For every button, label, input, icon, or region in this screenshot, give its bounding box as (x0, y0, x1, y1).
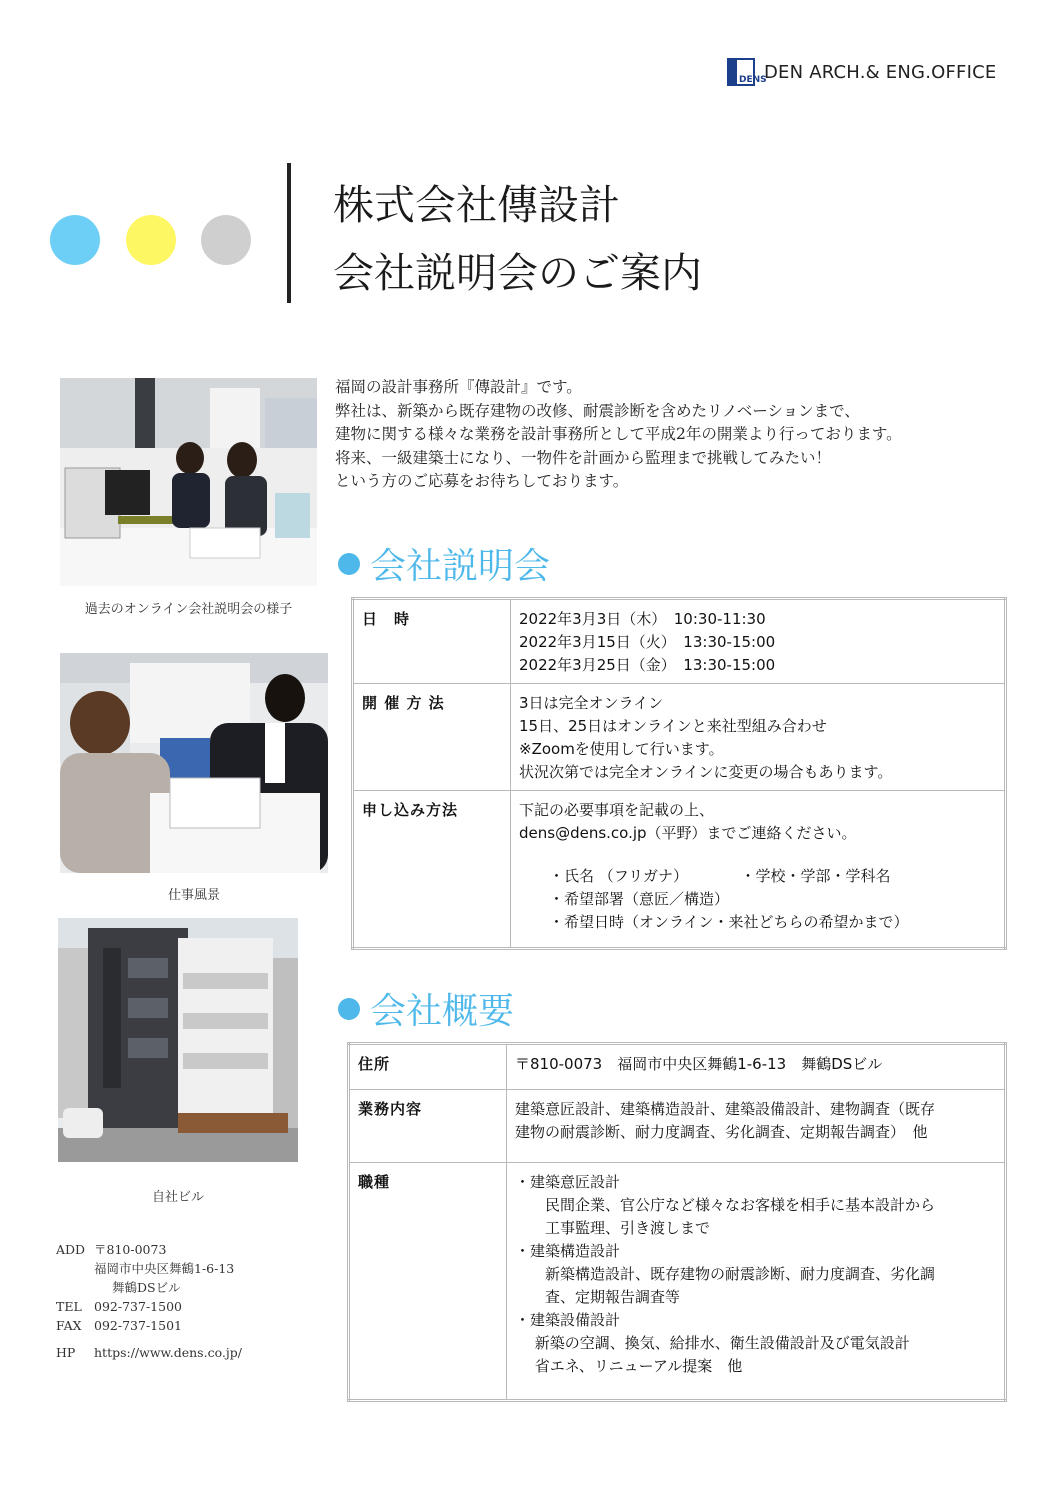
blue-dot (50, 215, 100, 265)
page-title-line1: 株式会社傳設計 (333, 181, 620, 229)
table-row (353, 791, 1006, 949)
value-line: ・建築構造設計 (515, 1242, 621, 1260)
table-row (349, 1044, 1006, 1090)
row-label: 住所 (349, 1044, 507, 1090)
table-row (353, 599, 1006, 684)
photo-online-session (60, 378, 317, 586)
value-line: 2022年3月3日（木） 10:30-11:30 (519, 610, 766, 628)
value-line: 建物の耐震診断、耐力度調査、劣化調査、定期報告調査） 他 (515, 1123, 928, 1141)
value-line: 下記の必要事項を記載の上、 (519, 801, 715, 819)
section-bullet-icon (338, 553, 360, 575)
section-heading-text: 会社説明会 (370, 546, 551, 587)
value-line: 3日は完全オンライン (519, 694, 664, 712)
value-line: 2022年3月15日（火） 13:30-15:00 (519, 633, 776, 651)
page-title-line2: 会社説明会のご案内 (333, 249, 702, 297)
title-divider (287, 163, 291, 303)
fax-value: 092-737-1501 (94, 1318, 182, 1333)
tel-value: 092-737-1500 (94, 1299, 182, 1314)
value-line: ※Zoomを使用して行います。 (519, 740, 724, 758)
value-line: ・建築意匠設計 (515, 1173, 621, 1191)
caption-online-session: 過去のオンライン会社説明会の様子 (84, 602, 293, 617)
value-line: ・希望日時（オンライン・来社どちらの希望かまで） (519, 913, 909, 931)
row-value (511, 599, 1006, 684)
row-value (511, 791, 1006, 949)
logo-mark (727, 58, 767, 86)
value-line: 〒810-0073 福岡市中央区舞鶴1-6-13 舞鶴DSビル (515, 1055, 883, 1073)
svg-text:DENS: DENS (739, 75, 767, 85)
yellow-dot (126, 215, 176, 265)
address-postcode: 〒810-0073 (94, 1242, 167, 1257)
photo-work-scene (60, 653, 328, 873)
tel-label: TEL (56, 1299, 82, 1314)
intro-line: 将来、一級建築士になり、一物件を計画から監理まで挑戦してみたい！ (335, 448, 832, 467)
table-row (349, 1090, 1006, 1163)
value-line: 工事監理、引き渡しまで (515, 1219, 711, 1237)
value-line: 新築構造設計、既存建物の耐震診断、耐力度調査、劣化調 (515, 1265, 936, 1283)
row-label: 職種 (349, 1163, 507, 1401)
table-row (349, 1163, 1006, 1401)
value-line: 15日、25日はオンラインと来社型組み合わせ (519, 717, 827, 735)
row-value (507, 1163, 1006, 1401)
intro-line: 建物に関する様々な業務を設計事務所として平成2年の開業より行っております。 (335, 425, 902, 443)
row-label: 日 時 (353, 599, 511, 684)
value-line: 新築の空調、換気、給排水、衛生設備設計及び電気設計 (515, 1334, 910, 1352)
gray-dot (201, 215, 251, 265)
section-heading-company (338, 983, 514, 1034)
email-line: dens@dens.co.jp（平野）までご連絡ください。 (519, 824, 857, 842)
fax-label: FAX (56, 1318, 82, 1333)
address-building: 舞鶴DSビル (112, 1280, 181, 1295)
contact-block (56, 1240, 242, 1362)
add-label: ADD (56, 1242, 86, 1257)
intro-line: という方のご応募をお待ちしております。 (335, 472, 629, 490)
caption-work-scene: 仕事風景 (167, 888, 220, 903)
section-heading-text: 会社概要 (370, 991, 515, 1032)
briefing-table (351, 597, 1007, 950)
value-line: 省エネ、リニューアル提案 他 (515, 1357, 743, 1375)
value-line: 2022年3月25日（金） 13:30-15:00 (519, 656, 776, 674)
hp-label: HP (56, 1345, 76, 1360)
intro-line: 福岡の設計事務所『傳設計』です。 (335, 378, 582, 396)
table-row (353, 684, 1006, 791)
company-table (347, 1042, 1007, 1402)
value-line: 民間企業、官公庁など様々なお客様を相手に基本設計から (515, 1196, 936, 1214)
row-label: 申し込み方法 (353, 791, 511, 949)
value-line: 状況次第では完全オンラインに変更の場合もあります。 (519, 763, 893, 781)
section-heading-briefing (338, 538, 550, 589)
row-value (511, 684, 1006, 791)
address-street: 福岡市中央区舞鶴1-6-13 (94, 1261, 235, 1276)
row-label: 開 催 方 法 (353, 684, 511, 791)
section-bullet-icon (338, 998, 360, 1020)
value-line: ・建築設備設計 (515, 1311, 621, 1329)
photo-company-building (58, 918, 298, 1162)
value-line: ・希望部署（意匠／構造） (519, 890, 730, 908)
intro-text (335, 376, 902, 494)
value-line: 査、定期報告調査等 (515, 1288, 681, 1306)
caption-company-building: 自社ビル (151, 1190, 204, 1205)
intro-line: 弊社は、新築から既存建物の改修、耐震診断を含めたリノベーションまで、 (335, 401, 860, 420)
hp-link[interactable]: https://www.dens.co.jp/ (94, 1345, 242, 1360)
row-label: 業務内容 (349, 1090, 507, 1163)
value-line: 建築意匠設計、建築構造設計、建築設備設計、建物調査（既存 (515, 1100, 936, 1118)
row-value (507, 1090, 1006, 1163)
row-value (507, 1044, 1006, 1090)
logo-text: DEN ARCH.& ENG.OFFICE (764, 62, 997, 83)
value-line: ・氏名 （フリガナ） ・学校・学部・学科名 (519, 867, 891, 885)
spacer-line (519, 845, 996, 865)
